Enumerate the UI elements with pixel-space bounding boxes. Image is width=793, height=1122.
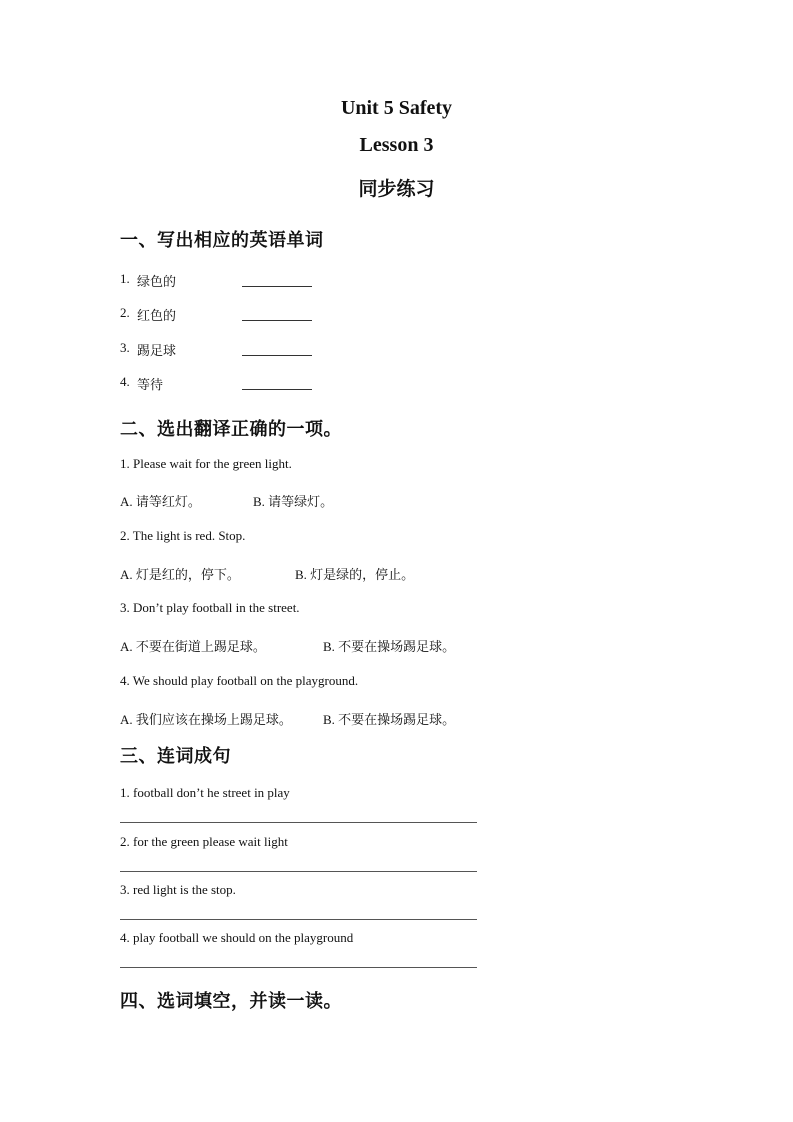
section3-heading: 三、连词成句 xyxy=(120,746,231,767)
option-a[interactable]: A. 请等红灯。 xyxy=(120,494,201,509)
item-number: 3. xyxy=(120,340,130,355)
answer-blank[interactable] xyxy=(242,388,312,390)
question-prompt: 4. We should play football on the playground. xyxy=(120,673,359,688)
answer-line[interactable] xyxy=(120,822,477,823)
option-b[interactable]: B. 请等绿灯。 xyxy=(253,494,334,509)
question-prompt: 2. The light is red. Stop. xyxy=(120,528,246,543)
item-chinese: 红色的 xyxy=(137,308,177,323)
answer-blank[interactable] xyxy=(242,319,312,321)
section1-heading: 一、写出相应的英语单词 xyxy=(120,230,324,251)
option-b[interactable]: B. 不要在操场踢足球。 xyxy=(323,712,456,727)
question-prompt: 3. Don’t play football in the street. xyxy=(120,600,300,615)
answer-blank[interactable] xyxy=(242,354,312,356)
option-b[interactable]: B. 灯是绿的，停止。 xyxy=(295,567,415,582)
unit-title: Unit 5 Safety xyxy=(340,97,453,119)
answer-line[interactable] xyxy=(120,871,477,872)
section2-heading: 二、选出翻译正确的一项。 xyxy=(120,419,342,440)
item-chinese: 等待 xyxy=(137,377,164,392)
lesson-title: Lesson 3 xyxy=(359,134,434,156)
option-a[interactable]: A. 灯是红的，停下。 xyxy=(120,567,240,582)
scrambled-sentence: 1. football don’t he street in play xyxy=(120,785,290,800)
item-chinese: 绿色的 xyxy=(137,274,177,289)
item-number: 2. xyxy=(120,305,130,320)
answer-line[interactable] xyxy=(120,967,477,968)
section4-heading: 四、选词填空，并读一读。 xyxy=(120,991,342,1012)
option-b[interactable]: B. 不要在操场踢足球。 xyxy=(323,639,456,654)
option-a[interactable]: A. 不要在街道上踢足球。 xyxy=(120,639,266,654)
worksheet-subtitle: 同步练习 xyxy=(358,178,435,200)
scrambled-sentence: 3. red light is the stop. xyxy=(120,882,236,897)
item-number: 4. xyxy=(120,374,130,389)
scrambled-sentence: 4. play football we should on the playground xyxy=(120,930,354,945)
item-number: 1. xyxy=(120,271,130,286)
item-chinese: 踢足球 xyxy=(137,343,177,358)
answer-line[interactable] xyxy=(120,919,477,920)
answer-blank[interactable] xyxy=(242,285,312,287)
option-a[interactable]: A. 我们应该在操场上踢足球。 xyxy=(120,712,292,727)
question-prompt: 1. Please wait for the green light. xyxy=(120,456,292,471)
scrambled-sentence: 2. for the green please wait light xyxy=(120,834,288,849)
